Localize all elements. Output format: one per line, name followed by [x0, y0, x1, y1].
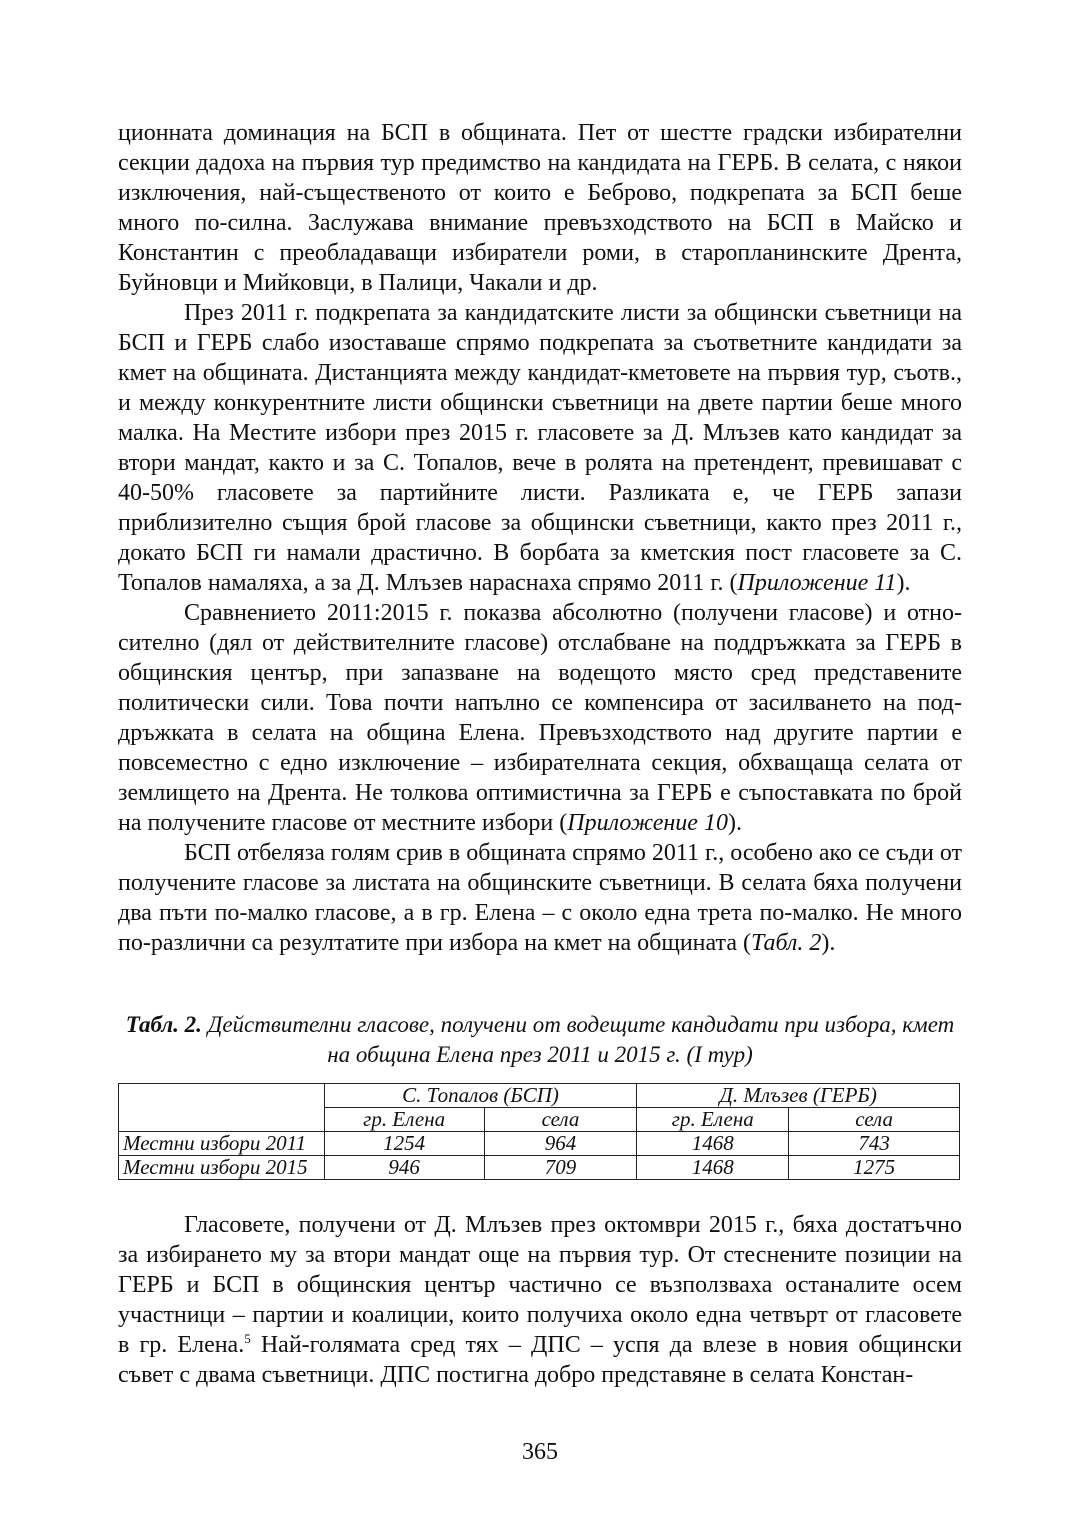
paragraph-4-text: БСП отбеляза голям срив в общината спрямо 2011 г., особено ако се съди от получените гласове за листата на общинските съветници. В селата бяха получени два пъти по-малко гласове, а в гр. Елена – с около една трета по-малко. Не много по-различни са резултатите при избора на кмет на общината ( [118, 840, 962, 956]
table-cell: 709 [484, 1156, 637, 1180]
paragraph-4-end: ). [821, 930, 836, 956]
paragraph-2-text: През 2011 г. подкрепата за кандидатските листи за общински съветници на БСП и ГЕРБ слабо изоставаше спрямо подкрепата за съответните кандидати за кмет на общината. Дистанцията между кандидат-кметовете на първия тур, съотв., и между конкурентните листи общински съветници на двете партии беше много малка. На Местите избори през 2015 г. гласовете за Д. Млъзев като кандидат за втори мандат, както и за С. Топалов, вече в ролята на претендент, превишават с 40-50% гласовете за партийните листи. Разликата е, че ГЕРБ запази приблизително същия брой гласове за общински съветници, както през 2011 г., докато БСП ги намали драстично. В борбата за кметския пост гласовете за С. Топалов намаляха, а за Д. Млъзев нараснаха спрямо 2011 г. ( [118, 300, 962, 596]
page-number: 365 [522, 1439, 558, 1465]
subheader-topalov-villages: села [484, 1108, 637, 1132]
footnote-marker: 5 [244, 1331, 251, 1346]
table-cell: 743 [789, 1132, 960, 1156]
table-cell: 1275 [789, 1156, 960, 1180]
paragraph-4 [118, 838, 962, 958]
subheader-mlazev-villages: села [789, 1108, 960, 1132]
table-cell: 1468 [637, 1156, 789, 1180]
body-text-lower [118, 1210, 962, 1390]
header-candidate-mlazev: Д. Млъзев (ГЕРБ) [637, 1084, 960, 1108]
appendix-11-reference: Приложение 11 [737, 570, 897, 596]
paragraph-3-end: ). [727, 810, 742, 836]
subheader-topalov-town: гр. Елена [324, 1108, 484, 1132]
table-header-row [119, 1084, 960, 1108]
table-row [119, 1132, 960, 1156]
table-2-reference: Табл. 2 [750, 930, 822, 956]
table-caption [118, 1010, 962, 1070]
paragraph-5-text-continued: Най-голямата сред тях – ДПС – успя да влезе в новия общински съвет с двама съветници. ДПС постигна добро представяне в селата Констан- [118, 1332, 962, 1388]
table-cell: 1468 [637, 1132, 789, 1156]
appendix-10-reference: Приложение 10 [567, 810, 728, 836]
subheader-mlazev-town: гр. Елена [637, 1108, 789, 1132]
paragraph-5-text: Гласовете, получени от Д. Млъзев през октомври 2015 г., бяха достатъчно за избирането му за втори мандат още на първия тур. От стеснените позиции на ГЕРБ и БСП в общинския център частично се възползваха останалите осем участници – партии и коалиции, които получиха около една четвърт от гласовете в гр. Елена. [118, 1212, 962, 1358]
header-candidate-topalov: С. Топалов (БСП) [324, 1084, 637, 1108]
votes-table [118, 1083, 960, 1180]
paragraph-1 [118, 118, 962, 298]
row-label: Местни избори 2015 [119, 1156, 325, 1180]
paragraph-5 [118, 1210, 962, 1390]
table-row [119, 1156, 960, 1180]
body-text-upper [118, 118, 962, 958]
paragraph-1-text: ционната доминация на БСП в общината. Пет от шестте градски избирателни секции дадоха на първия тур предимство на кандидата на ГЕРБ. В селата, с някои изключения, най-същественото от които е Беброво, подкрепата за БСП беше много по-силна. Заслужава внимание превъзходството на БСП в Майско и Константин с преобладаващи избиратели роми, в старопланинските Дрента, Буйновци и Мийковци, в Палици, Чакали и др. [118, 120, 962, 296]
paragraph-3-text: Сравнението 2011:2015 г. показва абсолютно (получени гласове) и относително (дял от действителните гласове) отслабване на поддръжката за ГЕРБ в общинския център, при запазване на водещото място сред представените политически сили. Това почти напълно се компенсира от засилването на поддръжката в селата на община Елена. Превъзходството над другите партии е повсеместно с едно изключение – избирателната секция, обхващаща селата от землището на Дрента. Не толкова оптимистична за ГЕРБ е съпоставката по брой на получените гласове от местните избори ( [118, 600, 962, 836]
table-cell: 964 [484, 1132, 637, 1156]
table-caption-text: Действителни гласове, получени от водещите кандидати при избора, кмет на община Елена през 2011 и 2015 г. (I тур) [201, 1012, 955, 1067]
paragraph-2-end: ). [896, 570, 911, 596]
row-label: Местни избори 2011 [119, 1132, 325, 1156]
table-caption-label: Табл. 2. [125, 1012, 202, 1037]
table-cell: 1254 [324, 1132, 484, 1156]
paragraph-2 [118, 298, 962, 598]
paragraph-3 [118, 598, 962, 838]
table-corner-cell [119, 1084, 325, 1132]
table-cell: 946 [324, 1156, 484, 1180]
